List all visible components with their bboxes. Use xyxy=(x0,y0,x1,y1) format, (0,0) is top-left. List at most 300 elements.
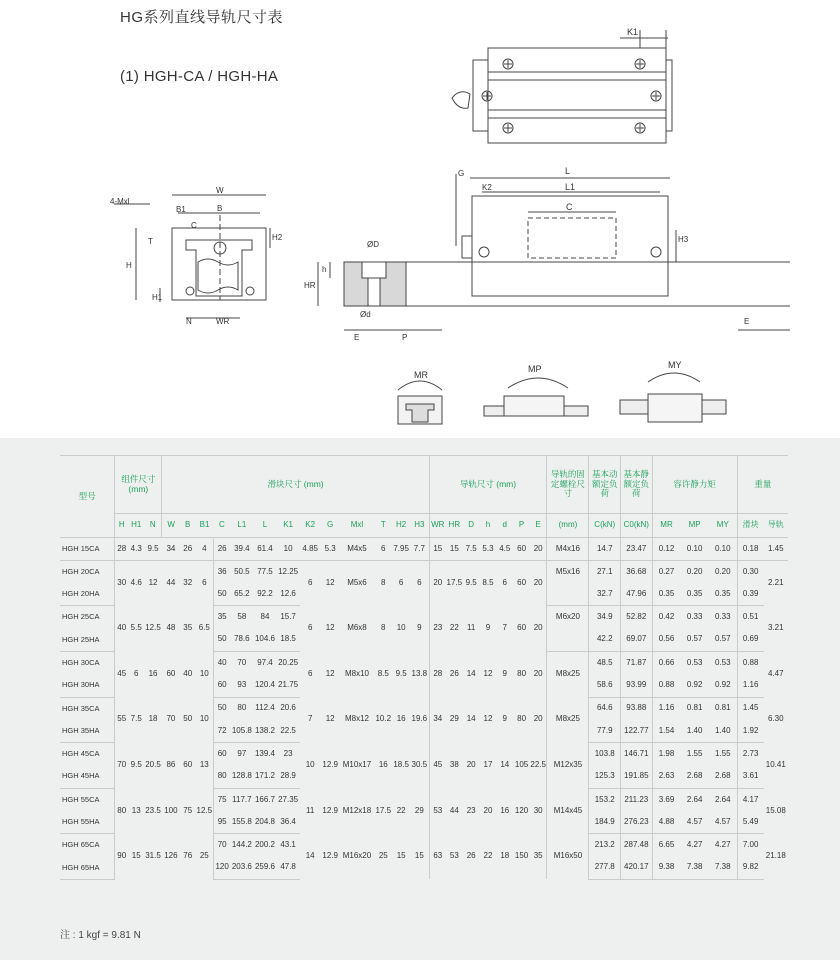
model-cell: HGH 65HA xyxy=(60,857,115,880)
cell-G: 12 xyxy=(325,714,335,724)
cell-C0: 47.96 xyxy=(621,583,653,606)
cell-H: 80 xyxy=(115,788,129,834)
label-phid-small: Ød xyxy=(360,310,371,319)
cell-T: 8.5 xyxy=(377,668,389,678)
cell-B1: 4 xyxy=(196,538,214,561)
cell-C0: 122.77 xyxy=(621,720,653,743)
cell-wb: 9.82 xyxy=(737,857,763,880)
cell-WR: 63 xyxy=(429,834,446,880)
cell-L1: 70 xyxy=(237,657,247,667)
cell-T: 8 xyxy=(381,577,386,587)
cell-E: 35 xyxy=(533,851,543,861)
model-cell: HGH 25CA xyxy=(62,612,100,622)
cell-wb: 0.30 xyxy=(737,560,763,583)
cell-H3: 7.7 xyxy=(410,538,429,561)
cell-MP: 2.68 xyxy=(680,765,708,788)
cell-MR: 0.66 xyxy=(652,651,680,674)
cell-K1: 21.75 xyxy=(277,674,300,697)
cell-H: 30 xyxy=(115,560,129,606)
cell-N: 12 xyxy=(148,577,158,587)
cell-H2: 9.5 xyxy=(395,668,407,678)
cell-L1: 144.2 xyxy=(231,840,252,850)
technical-drawing xyxy=(0,0,840,438)
cell-WR: 53 xyxy=(429,788,446,834)
cell-L: 204.8 xyxy=(253,811,276,834)
cell-H1: 6 xyxy=(133,668,139,678)
cell-B: 40 xyxy=(183,668,193,678)
cell-E: 30 xyxy=(533,805,543,815)
cell-K1: 36.4 xyxy=(277,811,300,834)
cell-W: 44 xyxy=(166,577,176,587)
label-phid-big: ØD xyxy=(367,240,379,249)
subheader-8: L xyxy=(253,514,276,538)
subheader-1: H1 xyxy=(128,514,144,538)
cell-wr: 15.08 xyxy=(765,805,786,815)
cell-D: 23 xyxy=(466,805,476,815)
cell-MY: 0.57 xyxy=(709,629,737,652)
cell-E: 20 xyxy=(533,577,543,587)
cell-wr: 21.18 xyxy=(765,851,786,861)
cell-HR: 53 xyxy=(449,851,459,861)
cell-K1: 20.25 xyxy=(278,657,299,667)
model-cell: HGH 45CA xyxy=(62,749,100,759)
subheader-2: N xyxy=(144,514,162,538)
cell-MP: 0.20 xyxy=(686,566,703,576)
label-h2: H2 xyxy=(272,233,283,242)
cell-N: 31.5 xyxy=(145,851,161,861)
cell-d: 16 xyxy=(500,805,510,815)
cell-K2: 11 xyxy=(306,805,315,815)
cell-HR: 26 xyxy=(449,668,459,678)
label-g: G xyxy=(458,169,465,178)
cell-L1: 39.4 xyxy=(230,538,253,561)
label-e-right: E xyxy=(744,317,750,326)
cell-B: 26 xyxy=(180,538,196,561)
label-t: T xyxy=(148,237,153,246)
cell-C0: 420.17 xyxy=(621,857,653,880)
cell-N: 23.5 xyxy=(145,805,161,815)
cell-N: 18 xyxy=(148,714,158,724)
cell-wr: 2.21 xyxy=(767,577,784,587)
cell-L: 166.7 xyxy=(254,794,275,804)
cell-B1: 13 xyxy=(199,760,209,770)
cell-C_kN: 58.6 xyxy=(589,674,621,697)
cell-wr: 1.45 xyxy=(764,538,788,561)
subheader-28: MY xyxy=(709,514,737,538)
cell-C: 40 xyxy=(213,651,230,674)
label-c-side: C xyxy=(566,202,573,212)
cell-K2: 14 xyxy=(305,851,315,861)
cell-HR: 38 xyxy=(449,760,459,770)
cell-Mxl: M4x5 xyxy=(340,538,375,561)
model-cell: HGH 35CA xyxy=(62,703,100,713)
cell-C: 50 xyxy=(213,583,230,606)
cell-WR: 28 xyxy=(429,651,446,697)
header-model: 型号 xyxy=(60,456,115,538)
cell-C_kN: 184.9 xyxy=(589,811,621,834)
cell-C: 36 xyxy=(213,560,230,583)
table-row xyxy=(60,651,788,674)
cell-HR: 15 xyxy=(446,538,463,561)
cell-h: 12 xyxy=(483,668,493,678)
cell-L1: 65.2 xyxy=(230,583,253,606)
cell-bolt: M5x16 xyxy=(547,560,589,583)
page-title: HG系列直线导轨尺寸表 xyxy=(120,9,284,26)
header-rail: 导轨尺寸 (mm) xyxy=(429,456,547,514)
cell-WR: 45 xyxy=(429,743,446,789)
cell-C: 70 xyxy=(213,834,230,857)
cell-B: 60 xyxy=(183,760,193,770)
cell-wr: 10.41 xyxy=(765,760,786,770)
cell-wb: 0.51 xyxy=(737,606,763,629)
cell-C: 60 xyxy=(213,674,230,697)
header-assembly: 组件尺寸 (mm) xyxy=(115,456,162,514)
subheader-20: d xyxy=(496,514,513,538)
cell-MP: 1.40 xyxy=(680,720,708,743)
cell-D: 20 xyxy=(466,760,476,770)
header-dynamic-load: 基本动额定负荷 xyxy=(589,456,621,514)
cell-N: 16 xyxy=(148,668,158,678)
cell-MY: 4.57 xyxy=(709,811,737,834)
cell-MR: 9.38 xyxy=(652,857,680,880)
cell-Mxl: M16x20 xyxy=(342,851,372,861)
cell-C_kN: 213.2 xyxy=(589,834,621,857)
cell-P: 150 xyxy=(514,851,529,861)
cell-H2: 18.5 xyxy=(393,760,409,770)
cell-C_kN: 27.1 xyxy=(589,560,621,583)
label-p: P xyxy=(402,333,408,342)
cell-MP: 0.35 xyxy=(680,583,708,606)
cell-bolt xyxy=(547,629,589,652)
cell-Mxl: M8x12 xyxy=(344,714,369,724)
cell-L: 112.4 xyxy=(255,703,275,713)
cell-K1: 43.1 xyxy=(280,840,296,850)
cell-T: 16 xyxy=(378,760,388,770)
label-w: W xyxy=(216,186,224,195)
cell-K2: 6 xyxy=(307,623,313,633)
cell-C_kN: 14.7 xyxy=(589,538,621,561)
header-block: 滑块尺寸 (mm) xyxy=(162,456,429,514)
front-view-drawing xyxy=(114,195,270,318)
cell-P: 80 xyxy=(517,714,527,724)
cell-T: 6 xyxy=(374,538,392,561)
cell-MP: 0.81 xyxy=(686,703,703,713)
cell-bolt xyxy=(547,583,589,606)
cell-G: 12.9 xyxy=(322,851,338,861)
cell-D: 14 xyxy=(466,714,476,724)
cell-MP: 0.53 xyxy=(686,657,703,667)
cell-B: 35 xyxy=(183,623,193,633)
subheader-5: B1 xyxy=(196,514,214,538)
cell-C0: 146.71 xyxy=(621,743,653,766)
label-mp: MP xyxy=(528,364,542,374)
cell-h: 8.5 xyxy=(482,577,494,587)
cell-MP: 0.92 xyxy=(680,674,708,697)
cell-d: 14 xyxy=(500,760,510,770)
cell-K1: 27.35 xyxy=(278,794,299,804)
cell-MP: 4.27 xyxy=(686,840,703,850)
cell-E: 22.5 xyxy=(530,760,546,770)
cell-B: 76 xyxy=(183,851,193,861)
cell-MY: 1.55 xyxy=(715,748,731,758)
subheader-16: WR xyxy=(429,514,446,538)
cell-W: 126 xyxy=(164,851,178,861)
label-c-front: C xyxy=(191,221,197,230)
cell-wb: 0.88 xyxy=(737,651,763,674)
cell-h: 12 xyxy=(483,714,493,724)
label-h-small: h xyxy=(322,265,327,274)
cell-d: 6 xyxy=(502,577,507,587)
subheader-12: Mxl xyxy=(340,514,375,538)
cell-MP: 4.57 xyxy=(680,811,708,834)
label-b: B xyxy=(217,204,223,213)
cell-MP: 7.38 xyxy=(680,857,708,880)
subheader-27: MP xyxy=(680,514,708,538)
cell-MY: 2.68 xyxy=(709,765,737,788)
cell-L: 138.2 xyxy=(253,720,276,743)
cell-MY: 1.40 xyxy=(709,720,737,743)
cell-T: 17.5 xyxy=(375,805,392,815)
cell-D: 14 xyxy=(466,668,476,678)
cell-W: 70 xyxy=(166,714,176,724)
moment-my-icon xyxy=(620,373,726,422)
cell-H3: 9 xyxy=(417,623,422,633)
unit-note: 注 : 1 kgf = 9.81 N xyxy=(60,930,141,941)
cell-C: 50 xyxy=(213,697,230,720)
subheader-30: 导轨 xyxy=(764,514,788,538)
table-row xyxy=(60,538,788,561)
subheader-0: H xyxy=(115,514,129,538)
model-cell: HGH 15CA xyxy=(60,538,115,561)
cell-L: 139.4 xyxy=(254,748,275,758)
cell-H1: 7.5 xyxy=(130,714,142,724)
rail-section-drawing xyxy=(318,262,470,330)
cell-E: 20 xyxy=(533,714,543,724)
cell-WR: 20 xyxy=(429,560,446,606)
cell-G: 12.9 xyxy=(322,760,338,770)
subheader-3: W xyxy=(162,514,180,538)
cell-C_kN: 48.5 xyxy=(589,651,621,674)
cell-C: 26 xyxy=(213,538,230,561)
cell-C: 80 xyxy=(213,765,230,788)
label-h: H xyxy=(126,261,132,270)
cell-MY: 2.64 xyxy=(715,794,731,804)
cell-Mxl: M12x18 xyxy=(342,805,372,815)
cell-h: 20 xyxy=(483,805,493,815)
cell-C_kN: 125.3 xyxy=(589,765,621,788)
side-view-drawing xyxy=(406,174,790,330)
cell-C0: 23.47 xyxy=(621,538,653,561)
cell-WR: 23 xyxy=(429,606,446,652)
model-cell: HGH 55CA xyxy=(62,794,100,804)
subheader-29: 滑块 xyxy=(737,514,763,538)
header-bolt: 导轨的固定螺栓尺寸 xyxy=(547,456,589,514)
cell-H3: 13.8 xyxy=(411,668,428,678)
cell-E: 20 xyxy=(530,538,547,561)
cell-H: 40 xyxy=(115,606,129,652)
cell-MR: 0.88 xyxy=(652,674,680,697)
cell-h: 9 xyxy=(485,623,491,633)
cell-wb: 0.39 xyxy=(737,583,763,606)
label-mr: MR xyxy=(414,370,428,380)
cell-B1: 6.5 xyxy=(198,623,210,633)
cell-bolt: M4x16 xyxy=(547,538,589,561)
cell-H2: 7.95 xyxy=(392,538,410,561)
subheader-26: MR xyxy=(652,514,680,538)
cell-L: 259.6 xyxy=(253,857,276,880)
model-cell: HGH 30CA xyxy=(62,658,100,667)
table-row xyxy=(60,560,788,583)
cell-K1: 28.9 xyxy=(277,765,300,788)
cell-C_kN: 34.9 xyxy=(589,606,621,629)
cell-L: 200.2 xyxy=(254,840,275,850)
cell-T: 8 xyxy=(381,623,386,633)
cell-MR: 6.65 xyxy=(652,834,680,857)
subheader-6: C xyxy=(213,514,230,538)
cell-C: 60 xyxy=(213,743,230,766)
spec-table xyxy=(60,455,788,880)
cell-L: 97.4 xyxy=(257,657,273,667)
cell-HR: 44 xyxy=(449,805,459,815)
cell-H2: 6 xyxy=(398,577,404,587)
cell-L1: 50.5 xyxy=(234,566,250,576)
cell-G: 12 xyxy=(325,577,335,587)
cell-MR: 0.42 xyxy=(652,606,680,629)
cell-W: 60 xyxy=(166,668,176,678)
cell-C: 72 xyxy=(213,720,230,743)
cell-d: 18 xyxy=(500,851,510,861)
cell-W: 86 xyxy=(166,760,176,770)
cell-B1: 10 xyxy=(199,668,209,678)
cell-bolt: M6x20 xyxy=(547,606,589,629)
cell-G: 12 xyxy=(325,668,335,678)
table-row xyxy=(60,606,788,629)
cell-C: 95 xyxy=(213,811,230,834)
cell-C: 75 xyxy=(213,788,230,811)
label-h1: H1 xyxy=(152,293,163,302)
cell-K1: 12.6 xyxy=(277,583,300,606)
header-static-load: 基本静额定负荷 xyxy=(621,456,653,514)
cell-MY: 0.53 xyxy=(715,657,731,667)
cell-bolt: M16x50 xyxy=(547,834,589,880)
cell-N: 20.5 xyxy=(145,760,161,770)
cell-C_kN: 103.8 xyxy=(589,743,621,766)
cell-H2: 10 xyxy=(396,623,406,633)
header-weight: 重量 xyxy=(737,456,788,514)
cell-d: 7 xyxy=(502,623,507,633)
cell-L: 92.2 xyxy=(253,583,276,606)
cell-MY: 0.92 xyxy=(709,674,737,697)
cell-H1: 5.5 xyxy=(130,623,142,633)
cell-B: 50 xyxy=(183,714,193,724)
cell-K1: 10 xyxy=(277,538,300,561)
cell-B1: 12.5 xyxy=(196,805,213,815)
cell-MR: 1.98 xyxy=(652,743,680,766)
cell-H: 55 xyxy=(115,697,129,743)
model-cell: HGH 65CA xyxy=(62,840,100,850)
cell-K1: 22.5 xyxy=(277,720,300,743)
cell-G: 12.9 xyxy=(322,805,338,815)
table-row xyxy=(60,788,788,811)
cell-wb: 0.69 xyxy=(737,629,763,652)
cell-wr: 4.47 xyxy=(767,668,784,678)
cell-MR: 1.16 xyxy=(652,697,680,720)
subheader-4: B xyxy=(180,514,196,538)
cell-wb: 3.61 xyxy=(737,765,763,788)
cell-C0: 93.99 xyxy=(621,674,653,697)
cell-T: 25 xyxy=(378,851,388,861)
model-cell: HGH 20HA xyxy=(60,583,115,606)
cell-bolt: M12x35 xyxy=(547,743,589,789)
cell-L1: 93 xyxy=(230,674,253,697)
cell-H3: 29 xyxy=(414,805,424,815)
cell-bolt: M14x45 xyxy=(547,788,589,834)
cell-d: 4.5 xyxy=(496,538,513,561)
cell-H2: 15 xyxy=(396,851,406,861)
cell-wr: 6.30 xyxy=(767,714,784,724)
cell-H3: 30.5 xyxy=(411,760,428,770)
cell-N: 12.5 xyxy=(145,623,161,633)
cell-Mxl: M8x10 xyxy=(344,668,369,678)
cell-MR: 2.63 xyxy=(652,765,680,788)
model-cell: HGH 35HA xyxy=(60,720,115,743)
cell-MP: 0.33 xyxy=(686,612,703,622)
label-b1: B1 xyxy=(176,205,186,214)
cell-D: 26 xyxy=(466,851,476,861)
subheader-18: D xyxy=(463,514,480,538)
cell-B1: 10 xyxy=(199,714,209,724)
table-row xyxy=(60,697,788,720)
cell-T: 10.2 xyxy=(375,714,392,724)
cell-G: 12 xyxy=(325,623,335,633)
cell-h: 17 xyxy=(483,760,493,770)
cell-H3: 19.6 xyxy=(411,714,428,724)
cell-wb: 7.00 xyxy=(737,834,763,857)
subheader-9: K1 xyxy=(277,514,300,538)
label-l1: L1 xyxy=(565,182,576,192)
cell-E: 20 xyxy=(533,623,543,633)
subheader-22: E xyxy=(530,514,547,538)
cell-C_kN: 277.8 xyxy=(589,857,621,880)
cell-K2: 7 xyxy=(307,714,313,724)
cell-K2: 4.85 xyxy=(300,538,321,561)
subheader-14: H2 xyxy=(392,514,410,538)
cell-K1: 12.25 xyxy=(278,566,299,576)
cell-C0: 52.82 xyxy=(621,606,653,629)
subheader-11: G xyxy=(321,514,340,538)
cell-h: 22 xyxy=(483,851,493,861)
cell-L1: 105.8 xyxy=(230,720,253,743)
cell-K2: 10 xyxy=(305,760,315,770)
subheader-25: C0(kN) xyxy=(621,514,653,538)
label-wr: WR xyxy=(216,317,230,326)
label-k2: K2 xyxy=(482,183,492,192)
cell-K1: 47.8 xyxy=(277,857,300,880)
cell-P: 60 xyxy=(513,538,530,561)
cell-H: 70 xyxy=(115,743,129,789)
cell-MR: 0.56 xyxy=(652,629,680,652)
cell-MR: 4.88 xyxy=(652,811,680,834)
cell-H1: 4.6 xyxy=(130,577,142,587)
cell-H: 28 xyxy=(115,538,129,561)
label-hr: HR xyxy=(304,281,316,290)
cell-HR: 17.5 xyxy=(446,577,463,587)
cell-K2: 6 xyxy=(307,668,313,678)
cell-L: 104.6 xyxy=(253,629,276,652)
cell-wr: 3.21 xyxy=(767,623,784,633)
cell-P: 80 xyxy=(517,668,527,678)
label-e-left: E xyxy=(354,333,360,342)
